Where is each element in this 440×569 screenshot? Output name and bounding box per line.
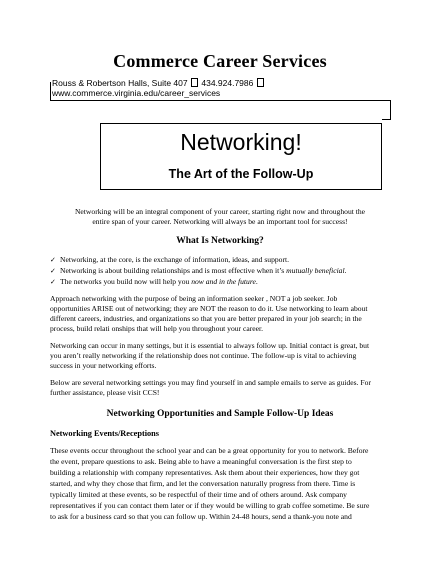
intro-line-2: entire span of your career. Networking will always be an important tool for success!: [92, 217, 348, 226]
bullet-item: [50, 266, 347, 276]
opportunities-heading: Networking Opportunities and Sample Follow-Up Ideas: [106, 409, 334, 419]
events-heading: Networking Events/Receptions: [50, 429, 160, 438]
events-line-5: typically limited at these events, so be respectful of their time and of others around. Ask company: [50, 490, 347, 499]
bullet-tail: .: [344, 266, 347, 275]
address-line: [52, 78, 265, 88]
bullet-item: [50, 277, 258, 287]
frame-line-left-bottom: [50, 100, 390, 101]
settings-line-2: you aren’t really networking if the relationship does not continue. The follow-up is vital to achieving: [50, 351, 357, 360]
frame-line-right-hook: [382, 119, 391, 120]
check-icon: ✓: [50, 256, 56, 264]
address-text: Rouss & Robertson Halls, Suite 407: [52, 78, 188, 88]
events-line-6: representatives if you can contact them later or if they would be willing to grab coffee sometime. Be sure: [50, 501, 370, 510]
events-line-3: building a relationship with company representatives. Ask them about their experiences, how they got: [50, 468, 360, 477]
frame-line-right: [390, 100, 391, 120]
org-title: Commerce Career Services: [113, 51, 327, 71]
settings-line-3: success in your networking efforts.: [50, 361, 157, 370]
events-line-1: These events occur throughout the school year and can be a great opportunity for you to network. Before: [50, 446, 369, 455]
settings-line-1: Networking can occur in many settings, but it is essential to always follow up. Initial contact is great, but: [50, 341, 370, 350]
hero-subtitle: The Art of the Follow-Up: [168, 167, 314, 181]
approach-line-3: different careers, industries, and organizations so that you are better prepared in your job search; in the: [50, 314, 362, 323]
intro-line-1: Networking will be an integral component of your career, starting right now and throughout the: [74, 207, 366, 216]
below-line-1: Below are several networking settings you may find yourself in and sample emails to serve as guides. For: [50, 378, 371, 387]
missing-glyph-icon: [191, 78, 198, 87]
approach-line-4: process, build relati onships that will help you throughout your career.: [50, 324, 264, 333]
events-line-2: the event, prepare questions to ask. Being able to have a meaningful conversation is the first step to: [50, 457, 352, 466]
missing-glyph-icon: [257, 78, 264, 87]
frame-line-left: [50, 82, 51, 100]
check-icon: ✓: [50, 278, 56, 286]
events-line-4: started, and why they chose that firm, and let the conversation naturally progress from there. Time is: [50, 479, 356, 488]
website-link[interactable]: www.commerce.virginia.edu/career_services: [52, 88, 221, 98]
bullet-italic-text: now and in the future: [191, 277, 256, 286]
approach-line-1: Approach networking with the purpose of being an information seeker , NOT a job seeker. Job: [50, 294, 338, 303]
bullet-tail: .: [255, 277, 258, 286]
phone-number: 434.924.7986: [201, 78, 254, 88]
bullet-text: Networking, at the core, is the exchange of information, ideas, and support.: [60, 255, 290, 264]
bullet-text: Networking is about building relationships and is most effective when it’s: [60, 266, 287, 275]
approach-line-2: opportunities ARISE out of networking; they are NOT the reason to do it. Use networking to learn about: [50, 304, 368, 313]
hero-box: [100, 123, 382, 190]
bullet-item: [50, 255, 290, 265]
hero-title: Networking!: [180, 129, 302, 155]
below-line-2: further assistance, please visit CCS!: [50, 388, 160, 397]
what-is-heading: What Is Networking?: [176, 236, 264, 246]
bullet-text: The networks you build now will help you: [60, 277, 192, 286]
bullet-italic-text: mutually beneficial: [286, 266, 345, 275]
check-icon: ✓: [50, 267, 56, 275]
events-line-7: to ask for a business card so that you can follow up. Within 24-48 hours, send a thank-you note and: [50, 512, 352, 521]
